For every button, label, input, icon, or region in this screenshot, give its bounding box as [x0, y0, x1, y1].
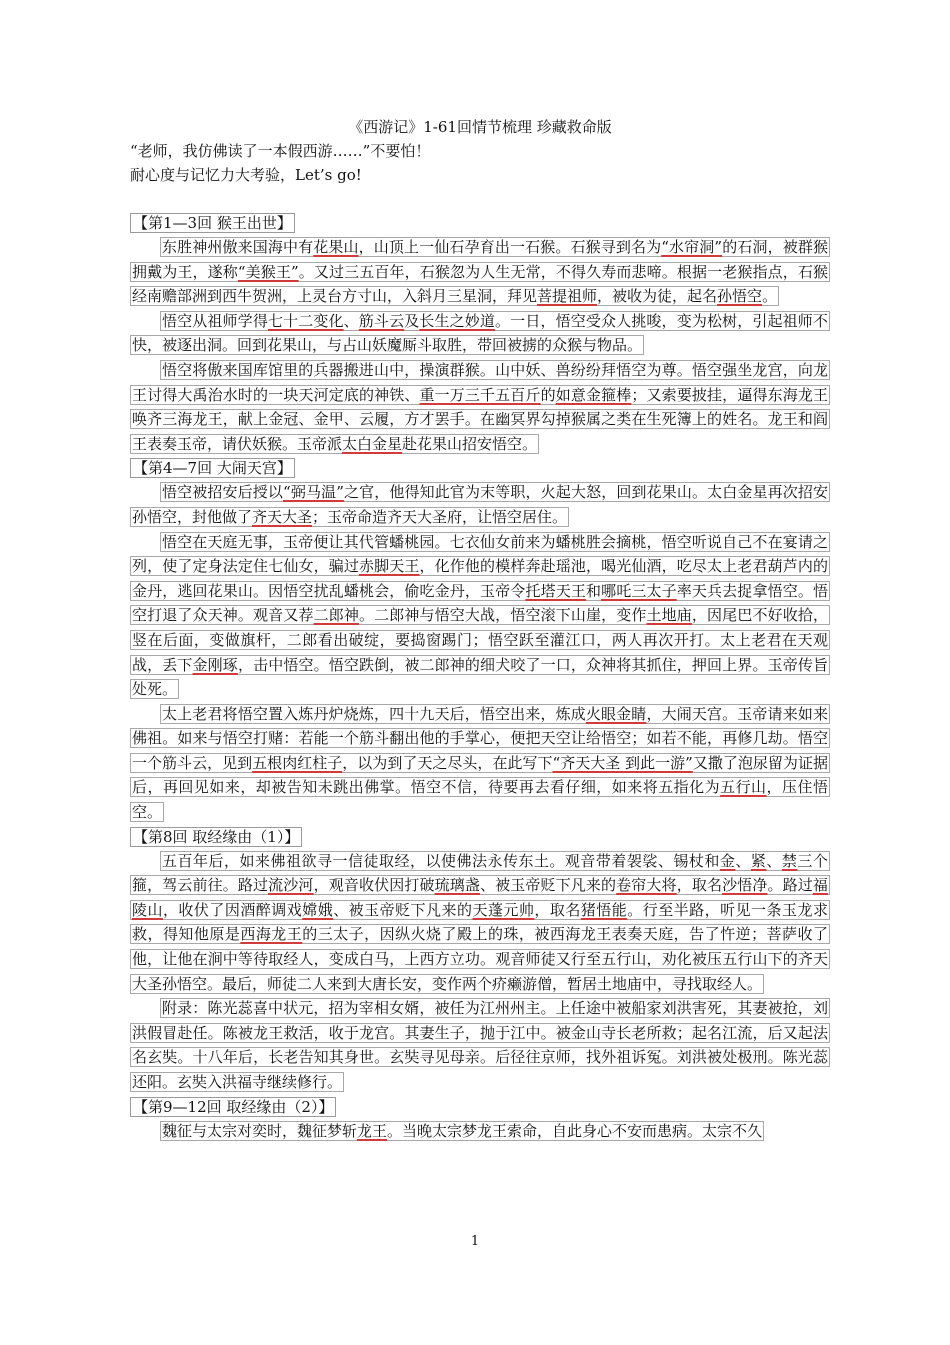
highlighted-term: 金刚琢 [192, 655, 238, 674]
section-paragraph [130, 1119, 830, 1144]
paragraph-text: 、 [766, 851, 782, 870]
highlighted-term: 哪吒三太子 [601, 581, 677, 600]
highlighted-term: 二郎神 [313, 606, 359, 625]
paragraph-text: 。当晚太宗梦龙王索命，自此身心不安而患病。太宗不久 [387, 1121, 763, 1140]
paragraph-text: ，以为到了天之尽头，在此写下 [342, 753, 553, 772]
paragraph-text: 。路过 [767, 876, 813, 895]
highlighted-term: 托塔天王 [525, 581, 586, 600]
spacer [130, 187, 830, 211]
paragraph-text: 和 [585, 581, 602, 600]
paragraph-text: 的石洞，被群猴拥戴为王，遂称 [132, 238, 828, 281]
highlighted-term: 筋斗云 [358, 311, 405, 330]
paragraph-text: ，化作他的模样奔赴瑶池，喝光仙酒，吃尽太上老君葫芦内的金丹，逃回花果山。因悟空扰乱蟠桃会，偷吃金丹，玉帝令 [132, 557, 828, 600]
paragraph-text: 。二郎神与悟空大战，悟空滚下山崖，变作 [359, 606, 647, 625]
highlighted-term: 土地庙 [646, 606, 692, 625]
highlighted-term: 如意金箍棒 [555, 385, 632, 404]
paragraph-text: 。行至半路，听见一条玉龙求救，得知他原是 [132, 900, 828, 944]
section-heading-text: 【第8回 取经缘由（1）】 [130, 827, 302, 847]
highlighted-term: 龙王 [357, 1121, 388, 1140]
highlighted-term: 菩提祖师 [537, 287, 598, 306]
section-heading [130, 211, 830, 235]
highlighted-term: 西海龙王 [240, 925, 303, 944]
paragraph-text: 悟空将傲来国库馆里的兵器搬进山中，操演群猴。山中妖、兽纷纷拜悟空为尊。悟空强坐龙宫，向龙王讨得大禹治水时的一块天河定底的神铁、 [132, 360, 828, 404]
section-paragraph [130, 530, 830, 702]
section-paragraph [130, 849, 830, 997]
paragraph-text: 东胜神州傲来国海中有 [162, 238, 314, 256]
highlighted-term: 七十二变化 [267, 311, 344, 330]
paragraph-text: 魏征与太宗对奕时，魏征梦斩 [162, 1121, 358, 1140]
paragraph-text: 的三太子，因纵火烧了殿上的珠，被西海龙王表奏天庭，告了忤逆；菩萨收了他，让他在涧中等待取经人，变成白马，上西方立功。观音师徒又行至五行山，劝化被压五行山下的齐天大圣孙悟空。最后，师徒二人来到大唐长安，变作两个疥癞游僧，暂居土地庙中，寻找取经人。 [132, 925, 828, 993]
paragraph-text: 赴花果山招安悟空。 [402, 434, 538, 453]
highlighted-term: 赤脚天王 [359, 557, 420, 576]
section-heading-text: 【第1—3回 猴王出世】 [130, 213, 295, 233]
paragraph-text: 又撒了泡尿留为证据后，再回见如来，却被告知未跳出佛掌。悟空不信，待要再去看仔细，如来将五指化为 [132, 753, 828, 797]
highlighted-term: 花果山 [313, 238, 359, 256]
paragraph-text: 。又过三五百年，石猴忽为人生无常，不得久寿而悲啼。根据一老猴指点，石猴经南赡部洲到西牛贺洲，上灵台方寸山，入斜月三星洞，拜见 [132, 262, 828, 306]
paragraph-text: 悟空从祖师学得 [162, 311, 268, 330]
intro-line-1: “老师，我仿佛读了一本假西游……”不要怕！ [130, 142, 431, 160]
highlighted-term: 流沙河 [268, 876, 314, 895]
section-heading [130, 825, 830, 849]
highlighted-term: 孙悟空 [717, 287, 763, 306]
section-paragraph [130, 480, 830, 529]
highlighted-term: “美猴王” [237, 262, 299, 281]
section-heading-text: 【第4—7回 大闹天宫】 [130, 458, 295, 478]
highlighted-term: 卷帘大将 [616, 876, 677, 895]
paragraph-text: 、被玉帝贬下凡来的 [333, 900, 473, 919]
highlighted-term: “齐天大圣 到此一游” [552, 753, 693, 772]
paragraph-text: 之官，他得知此官为末等职，火起大怒，回到花果山。太白金星再次招安孙悟空，封他做了 [132, 483, 828, 526]
section-paragraph [130, 235, 830, 309]
section-heading-text: 【第9—12回 取经缘由（2）】 [130, 1097, 336, 1117]
paragraph-text: 、 [343, 311, 359, 330]
paragraph-text: ，取名 [676, 876, 723, 895]
section-paragraph [130, 996, 830, 1094]
highlighted-term: 禁 [781, 851, 798, 870]
paragraph-text: ，压住悟空。 [132, 778, 828, 822]
paragraph-text: ，因尾巴不好收拾，竖在后面，变做旗杆，二郎看出破绽，要捣窗踢门；悟空跃至灌江口，两人再次开打。太上老君在天观战，丢下 [132, 606, 828, 674]
paragraph-text: 、被玉帝贬下凡来的 [480, 876, 617, 895]
paragraph-text: 。一日，悟空受众人挑唆，变为松树，引起祖师不快，被逐出洞。回到花果山，与占山妖魔厮斗取胜，带回被掳的众猴与物品。 [132, 311, 828, 355]
paragraph-text: ，被收为徒，起名 [597, 287, 718, 306]
paragraph-text: 率天兵去捉拿悟空。悟空打退了众天神。观音又荐 [132, 581, 828, 625]
paragraph-text: ，取名 [534, 900, 581, 919]
highlighted-term: 齐天大圣 [252, 507, 313, 526]
section-paragraph [130, 358, 830, 456]
highlighted-term: 五根肉红柱子 [252, 753, 343, 772]
sections-container [130, 211, 830, 1143]
highlighted-term: 金 [719, 851, 736, 870]
highlighted-term: 琉璃盏 [434, 876, 480, 895]
document-content [130, 115, 830, 1143]
paragraph-text: 的 [540, 385, 556, 404]
paragraph-text: 、 [735, 851, 751, 870]
highlighted-term: “水帘洞” [661, 238, 723, 256]
highlighted-term: 嫦娥 [302, 900, 334, 919]
document-title: 《西游记》1-61回情节梳理 珍藏救命版 [348, 118, 612, 136]
paragraph-text: ，山顶上一仙石孕育出一石猴。石猴寻到名为 [358, 238, 662, 256]
section-heading [130, 456, 830, 480]
paragraph-box [130, 851, 830, 994]
paragraph-text: ；又索要披挂，逼得东海龙王唤齐三海龙王，献上金冠、金甲、云履，方才罢手。在幽冥界勾掉猴属之类在生死簿上的姓名。龙王和阎王表奏玉帝，请伏妖猴。玉帝派 [132, 385, 828, 453]
highlighted-term: 沙悟净 [722, 876, 768, 895]
section-paragraph [130, 702, 830, 825]
paragraph-box [130, 704, 830, 822]
highlighted-term: 太白金星 [342, 434, 403, 453]
paragraph-box [130, 360, 830, 454]
paragraph-box [160, 1121, 764, 1141]
highlighted-term: “弼马温” [283, 483, 344, 502]
highlighted-term: 重一万三千五百斤 [419, 385, 541, 404]
page-number: 1 [470, 1234, 480, 1249]
paragraph-text: 太上老君将悟空置入炼丹炉烧炼，四十九天后，悟空出来，炼成 [162, 704, 586, 723]
paragraph-text: 五百年后，如来佛祖欲寻一信徒取经，以使佛法永传东土。观音带着袈裟、锡杖和 [162, 851, 720, 870]
highlighted-term: 福陵山 [132, 876, 828, 919]
paragraph-text: ，收伏了因酒醉调戏 [162, 900, 303, 919]
paragraph-text: ，击中悟空。悟空跌倒，被二郎神的细犬咬了一口，众神将其抓住，押回上界。玉帝传旨处死。 [132, 655, 828, 699]
section-paragraph [130, 309, 830, 358]
paragraph-box [130, 311, 830, 356]
paragraph-text: 附录：陈光蕊喜中状元，招为宰相女婿，被任为江州州主。上任途中被船家刘洪害死，其妻被抢，刘洪假冒赴任。陈被龙王救活，收于龙宫。其妻生子，抛于江中。被金山寺长老所救；起名江流，后又起法名玄奘。十八年后，长老告知其身世。玄奘寻见母亲。后径往京师，找外祖诉冤。刘洪被处极刑。陈光蕊还阳。玄奘入洪福寺继续修行。 [132, 999, 828, 1091]
paragraph-text: 三个箍，驾云前往。路过 [132, 851, 828, 895]
paragraph-box [130, 237, 830, 306]
highlighted-term: 紧 [750, 851, 767, 870]
paragraph-box [130, 532, 830, 700]
paragraph-text: 悟空被招安后授以 [162, 483, 284, 502]
paragraph-text: 及 [404, 311, 420, 330]
paragraph-box [130, 482, 830, 527]
highlighted-term: 天蓬元帅 [472, 900, 535, 919]
highlighted-term: 猪悟能 [580, 900, 628, 919]
intro-line-2: 耐心度与记忆力大考验，Let’s go! [130, 166, 362, 184]
paragraph-text: 悟空在天庭无事，玉帝便让其代管蟠桃园。七衣仙女前来为蟠桃胜会摘桃，悟空听说自己不在宴请之列，使了定身法定住七仙女，骗过 [132, 532, 828, 576]
highlighted-term: 长生之妙道 [419, 311, 496, 330]
paragraph-text: ；玉帝命造齐天大圣府，让悟空居住。 [312, 507, 568, 526]
paragraph-text: 。 [762, 287, 778, 306]
paragraph-box [130, 998, 830, 1092]
section-heading [130, 1095, 830, 1119]
paragraph-text: ，大闹天宫。玉帝请来如来佛祖。如来与悟空打赌：若能一个筋斗翻出他的手掌心，便把天空让给悟空；如若不能，再修几劫。悟空一个筋斗云，见到 [132, 704, 828, 772]
paragraph-text: ，观音收伏因打破 [313, 876, 435, 895]
highlighted-term: 五行山 [720, 778, 767, 797]
highlighted-term: 火眼金睛 [585, 704, 647, 723]
